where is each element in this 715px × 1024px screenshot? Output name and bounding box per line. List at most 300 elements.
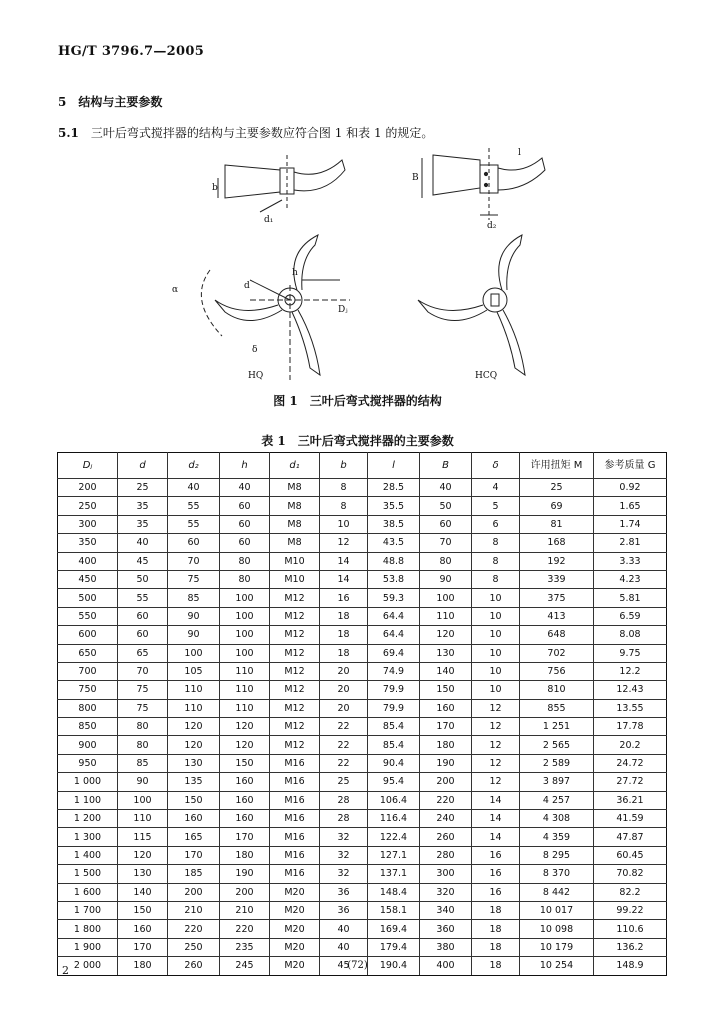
- table-row: [58, 828, 667, 846]
- table-cell: 40: [168, 479, 220, 497]
- table-cell: 95.4: [368, 773, 420, 791]
- table-cell: 1 200: [58, 810, 118, 828]
- table-cell: 12.43: [594, 681, 667, 699]
- table-cell: 45: [118, 552, 168, 570]
- header-h: h: [220, 453, 270, 479]
- table-row: [58, 938, 667, 956]
- table-cell: 130: [420, 644, 472, 662]
- table-cell: 110: [118, 810, 168, 828]
- table-cell: 10: [472, 681, 520, 699]
- table-cell: 1.65: [594, 497, 667, 515]
- table-row: [58, 773, 667, 791]
- table-cell: 8 442: [520, 883, 594, 901]
- table-cell: 135: [168, 773, 220, 791]
- subsection-text: [58, 124, 433, 141]
- table-cell: 16: [320, 589, 368, 607]
- table-cell: 6: [472, 515, 520, 533]
- table-cell: 190: [220, 865, 270, 883]
- table-cell: 13.55: [594, 699, 667, 717]
- table-cell: M20: [270, 920, 320, 938]
- table-cell: 1 100: [58, 791, 118, 809]
- table-cell: 240: [420, 810, 472, 828]
- table-cell: 85.4: [368, 718, 420, 736]
- table-cell: 80: [220, 570, 270, 588]
- table-cell: 36.21: [594, 791, 667, 809]
- table-cell: 8: [472, 570, 520, 588]
- table-cell: 20: [320, 681, 368, 699]
- table-cell: 260: [168, 957, 220, 975]
- table-cell: 40: [320, 920, 368, 938]
- header-d2: d₂: [168, 453, 220, 479]
- table-cell: 16: [472, 846, 520, 864]
- table-cell: 27.72: [594, 773, 667, 791]
- table-cell: 100: [118, 791, 168, 809]
- table-cell: 14: [320, 570, 368, 588]
- table-row: [58, 497, 667, 515]
- table-cell: 1 251: [520, 718, 594, 736]
- table-cell: 14: [472, 810, 520, 828]
- table-cell: 137.1: [368, 865, 420, 883]
- table-cell: 70: [118, 662, 168, 680]
- table-cell: M16: [270, 865, 320, 883]
- table-cell: 12: [472, 718, 520, 736]
- table-cell: 4.23: [594, 570, 667, 588]
- table-cell: 116.4: [368, 810, 420, 828]
- table-cell: M20: [270, 957, 320, 975]
- table-cell: 210: [220, 901, 270, 919]
- table-cell: 375: [520, 589, 594, 607]
- table-cell: M20: [270, 938, 320, 956]
- table-cell: 1 700: [58, 901, 118, 919]
- table-cell: 180: [220, 846, 270, 864]
- label-d2: d₂: [487, 221, 497, 231]
- table-row: [58, 810, 667, 828]
- table-cell: 100: [168, 644, 220, 662]
- table-cell: 100: [420, 589, 472, 607]
- table-cell: 28: [320, 810, 368, 828]
- table-cell: 80: [118, 718, 168, 736]
- table-cell: 18: [320, 644, 368, 662]
- table-cell: 8 295: [520, 846, 594, 864]
- table-cell: 810: [520, 681, 594, 699]
- header-b: b: [320, 453, 368, 479]
- table-cell: 1 000: [58, 773, 118, 791]
- table-cell: 190: [420, 754, 472, 772]
- label-hcq: HCQ: [475, 371, 498, 381]
- table-cell: 200: [168, 883, 220, 901]
- parameters-table: [57, 452, 667, 976]
- table-cell: 85: [168, 589, 220, 607]
- plan-view-hcq: [418, 235, 525, 375]
- page-number: 2: [62, 964, 69, 977]
- table-cell: 12: [472, 754, 520, 772]
- table-cell: 4 257: [520, 791, 594, 809]
- label-l: l: [518, 148, 521, 158]
- table-row: [58, 607, 667, 625]
- table-cell: 80: [420, 552, 472, 570]
- table-cell: 100: [220, 644, 270, 662]
- table-cell: 115: [118, 828, 168, 846]
- table-cell: 110.6: [594, 920, 667, 938]
- table-cell: 1 500: [58, 865, 118, 883]
- table-cell: M12: [270, 736, 320, 754]
- table-cell: 150: [420, 681, 472, 699]
- table-cell: 18: [472, 901, 520, 919]
- table-cell: 120: [118, 846, 168, 864]
- table-cell: 10 179: [520, 938, 594, 956]
- table-row: [58, 515, 667, 533]
- table-cell: 4 308: [520, 810, 594, 828]
- table-cell: 69: [520, 497, 594, 515]
- table-cell: 500: [58, 589, 118, 607]
- table-cell: 648: [520, 626, 594, 644]
- table-cell: 12: [472, 736, 520, 754]
- table-cell: 65: [118, 644, 168, 662]
- table-cell: M10: [270, 570, 320, 588]
- table-cell: 1 300: [58, 828, 118, 846]
- table-cell: M12: [270, 662, 320, 680]
- table-cell: 400: [58, 552, 118, 570]
- table-cell: 160: [118, 920, 168, 938]
- table-cell: 220: [220, 920, 270, 938]
- table-cell: 110: [168, 699, 220, 717]
- table-row: [58, 883, 667, 901]
- table-cell: 756: [520, 662, 594, 680]
- table-cell: 22: [320, 754, 368, 772]
- table-cell: 280: [420, 846, 472, 864]
- table-cell: 120: [168, 718, 220, 736]
- table-cell: 2 589: [520, 754, 594, 772]
- table-row: [58, 589, 667, 607]
- table-cell: 400: [420, 957, 472, 975]
- table-row: [58, 754, 667, 772]
- table-cell: 60: [220, 515, 270, 533]
- table-cell: 130: [118, 865, 168, 883]
- table-cell: M12: [270, 589, 320, 607]
- table-cell: 122.4: [368, 828, 420, 846]
- table-cell: 158.1: [368, 901, 420, 919]
- side-view-hq: [218, 155, 345, 212]
- table-cell: M8: [270, 534, 320, 552]
- table-cell: 2 565: [520, 736, 594, 754]
- table-cell: 160: [168, 810, 220, 828]
- table-cell: 700: [58, 662, 118, 680]
- table-cell: 339: [520, 570, 594, 588]
- table-cell: 8: [320, 497, 368, 515]
- table-cell: 855: [520, 699, 594, 717]
- table-cell: 160: [220, 773, 270, 791]
- table-cell: 40: [420, 479, 472, 497]
- table-row: [58, 791, 667, 809]
- table-cell: 18: [472, 957, 520, 975]
- table-cell: 120: [220, 736, 270, 754]
- table-cell: 260: [420, 828, 472, 846]
- table-cell: 85: [118, 754, 168, 772]
- table-cell: 80: [118, 736, 168, 754]
- table-cell: 14: [472, 791, 520, 809]
- table-cell: 75: [168, 570, 220, 588]
- table-cell: 1.74: [594, 515, 667, 533]
- table-cell: 360: [420, 920, 472, 938]
- table-cell: 179.4: [368, 938, 420, 956]
- table-cell: 40: [320, 938, 368, 956]
- table-cell: M16: [270, 828, 320, 846]
- table-cell: 800: [58, 699, 118, 717]
- table-cell: 160: [420, 699, 472, 717]
- document-code: HG/T 3796.7—2005: [58, 44, 205, 59]
- table-cell: 74.9: [368, 662, 420, 680]
- table-row: [58, 552, 667, 570]
- table-cell: 170: [420, 718, 472, 736]
- table-cell: 90.4: [368, 754, 420, 772]
- table-cell: 380: [420, 938, 472, 956]
- table-cell: 60: [118, 607, 168, 625]
- table-cell: 200: [58, 479, 118, 497]
- figure-caption: 图 1 三叶后弯式搅拌器的结构: [273, 394, 442, 408]
- table-cell: 650: [58, 644, 118, 662]
- table-cell: 10: [472, 662, 520, 680]
- table-cell: 12.2: [594, 662, 667, 680]
- table-cell: 850: [58, 718, 118, 736]
- table-cell: 35: [118, 497, 168, 515]
- table-cell: 140: [420, 662, 472, 680]
- table-cell: 55: [118, 589, 168, 607]
- table-row: [58, 534, 667, 552]
- header-delta: δ: [472, 453, 520, 479]
- table-cell: 70: [420, 534, 472, 552]
- header-d: d: [118, 453, 168, 479]
- table-cell: 60.45: [594, 846, 667, 864]
- table-cell: 200: [220, 883, 270, 901]
- table-cell: 38.5: [368, 515, 420, 533]
- table-cell: 90: [420, 570, 472, 588]
- table-row: [58, 699, 667, 717]
- table-cell: 3.33: [594, 552, 667, 570]
- table-cell: 300: [420, 865, 472, 883]
- table-cell: 148.4: [368, 883, 420, 901]
- table-cell: 168: [520, 534, 594, 552]
- table-cell: 25: [118, 479, 168, 497]
- table-cell: 110: [168, 681, 220, 699]
- table-row: [58, 865, 667, 883]
- table-cell: 220: [168, 920, 220, 938]
- table-cell: 18: [472, 920, 520, 938]
- table-cell: 60: [220, 497, 270, 515]
- table-cell: 8: [472, 552, 520, 570]
- table-cell: 3 897: [520, 773, 594, 791]
- table-cell: 150: [118, 901, 168, 919]
- table-cell: M12: [270, 607, 320, 625]
- table-cell: 6.59: [594, 607, 667, 625]
- table-cell: 60: [420, 515, 472, 533]
- table-cell: 450: [58, 570, 118, 588]
- table-cell: 18: [472, 938, 520, 956]
- table-cell: 169.4: [368, 920, 420, 938]
- table-row: [58, 901, 667, 919]
- label-hq: HQ: [248, 371, 264, 381]
- table-cell: 0.92: [594, 479, 667, 497]
- table-cell: 2.81: [594, 534, 667, 552]
- table-cell: 35: [118, 515, 168, 533]
- table-cell: 70: [168, 552, 220, 570]
- table-cell: M8: [270, 479, 320, 497]
- label-d1: d₁: [264, 215, 274, 225]
- table-cell: 10 098: [520, 920, 594, 938]
- table-cell: 18: [320, 607, 368, 625]
- table-row: [58, 718, 667, 736]
- table-cell: M12: [270, 626, 320, 644]
- table-cell: 85.4: [368, 736, 420, 754]
- table-cell: 16: [472, 883, 520, 901]
- table-cell: 130: [168, 754, 220, 772]
- table-cell: 950: [58, 754, 118, 772]
- label-B: B: [412, 173, 419, 183]
- table-cell: 350: [58, 534, 118, 552]
- table-cell: 28: [320, 791, 368, 809]
- table-cell: 81: [520, 515, 594, 533]
- table-cell: 64.4: [368, 626, 420, 644]
- table-cell: 100: [220, 607, 270, 625]
- table-cell: 170: [118, 938, 168, 956]
- table-cell: 300: [58, 515, 118, 533]
- section-heading: 5 结构与主要参数: [58, 95, 163, 109]
- table-cell: 5.81: [594, 589, 667, 607]
- table-cell: 70.82: [594, 865, 667, 883]
- table-cell: 36: [320, 883, 368, 901]
- table-cell: 110: [220, 662, 270, 680]
- table-cell: 160: [220, 810, 270, 828]
- table-cell: 59.3: [368, 589, 420, 607]
- table-cell: 105: [168, 662, 220, 680]
- table-cell: 90: [118, 773, 168, 791]
- table-cell: 320: [420, 883, 472, 901]
- table-cell: 60: [118, 626, 168, 644]
- table-cell: 4 359: [520, 828, 594, 846]
- table-cell: 10: [320, 515, 368, 533]
- label-b-left: b: [212, 183, 218, 193]
- table-row: [58, 846, 667, 864]
- table-cell: 99.22: [594, 901, 667, 919]
- table-cell: 75: [118, 699, 168, 717]
- table-cell: 220: [420, 791, 472, 809]
- table-cell: 165: [168, 828, 220, 846]
- table-cell: 100: [220, 589, 270, 607]
- table-row: [58, 662, 667, 680]
- table-cell: M16: [270, 791, 320, 809]
- header-torque: 许用扭矩 M: [520, 453, 594, 479]
- table-cell: 17.78: [594, 718, 667, 736]
- table-cell: M12: [270, 699, 320, 717]
- table-cell: 20.2: [594, 736, 667, 754]
- table-cell: 1 400: [58, 846, 118, 864]
- table-cell: 14: [472, 828, 520, 846]
- table-cell: 25: [520, 479, 594, 497]
- table-cell: 10: [472, 626, 520, 644]
- table-cell: 110: [220, 699, 270, 717]
- table-cell: M16: [270, 773, 320, 791]
- table-cell: 250: [58, 497, 118, 515]
- table-cell: 20: [320, 662, 368, 680]
- table-cell: 47.87: [594, 828, 667, 846]
- table-cell: 120: [420, 626, 472, 644]
- table-cell: 40: [118, 534, 168, 552]
- table-cell: 200: [420, 773, 472, 791]
- table-cell: 22: [320, 736, 368, 754]
- table-cell: 120: [220, 718, 270, 736]
- table-cell: M20: [270, 901, 320, 919]
- table-cell: M12: [270, 681, 320, 699]
- table-cell: 35.5: [368, 497, 420, 515]
- header-dj: Dⱼ: [58, 453, 118, 479]
- table-cell: 36: [320, 901, 368, 919]
- table-cell: 250: [168, 938, 220, 956]
- table-cell: 10: [472, 607, 520, 625]
- table-cell: 110: [420, 607, 472, 625]
- table-cell: 148.9: [594, 957, 667, 975]
- table-cell: 32: [320, 846, 368, 864]
- table-cell: 28.5: [368, 479, 420, 497]
- label-h: h: [292, 268, 298, 278]
- table-cell: 160: [220, 791, 270, 809]
- table-cell: 69.4: [368, 644, 420, 662]
- header-mass: 参考质量 G: [594, 453, 667, 479]
- table-cell: 245: [220, 957, 270, 975]
- table-cell: 180: [420, 736, 472, 754]
- table-cell: 12: [472, 773, 520, 791]
- label-alpha: α: [172, 285, 179, 295]
- table-cell: 79.9: [368, 681, 420, 699]
- label-delta: δ: [252, 345, 258, 355]
- table-cell: 55: [168, 497, 220, 515]
- table-cell: M16: [270, 754, 320, 772]
- table-row: [58, 920, 667, 938]
- table-cell: M8: [270, 515, 320, 533]
- table-cell: 100: [220, 626, 270, 644]
- table-cell: M16: [270, 846, 320, 864]
- table-cell: 48.8: [368, 552, 420, 570]
- table-cell: 20: [320, 699, 368, 717]
- table-row: [58, 736, 667, 754]
- table-cell: 5: [472, 497, 520, 515]
- table-cell: 9.75: [594, 644, 667, 662]
- table-cell: 53.8: [368, 570, 420, 588]
- table-cell: 50: [420, 497, 472, 515]
- table-cell: 106.4: [368, 791, 420, 809]
- table-cell: 8: [320, 479, 368, 497]
- table-cell: 210: [168, 901, 220, 919]
- table-cell: M12: [270, 644, 320, 662]
- header-l: l: [368, 453, 420, 479]
- table-cell: 50: [118, 570, 168, 588]
- table-cell: 41.59: [594, 810, 667, 828]
- table-cell: 120: [168, 736, 220, 754]
- table-cell: 8.08: [594, 626, 667, 644]
- table-cell: 10 017: [520, 901, 594, 919]
- table-cell: 90: [168, 607, 220, 625]
- header-d1: d₁: [270, 453, 320, 479]
- table-cell: 150: [168, 791, 220, 809]
- table-header-row: [58, 453, 667, 479]
- table-cell: 8: [472, 534, 520, 552]
- table-cell: 10 254: [520, 957, 594, 975]
- table-cell: 60: [220, 534, 270, 552]
- table-cell: 1 800: [58, 920, 118, 938]
- table-cell: 14: [320, 552, 368, 570]
- table-cell: 90: [168, 626, 220, 644]
- table-cell: 10: [472, 644, 520, 662]
- table-row: [58, 570, 667, 588]
- table-cell: 45: [320, 957, 368, 975]
